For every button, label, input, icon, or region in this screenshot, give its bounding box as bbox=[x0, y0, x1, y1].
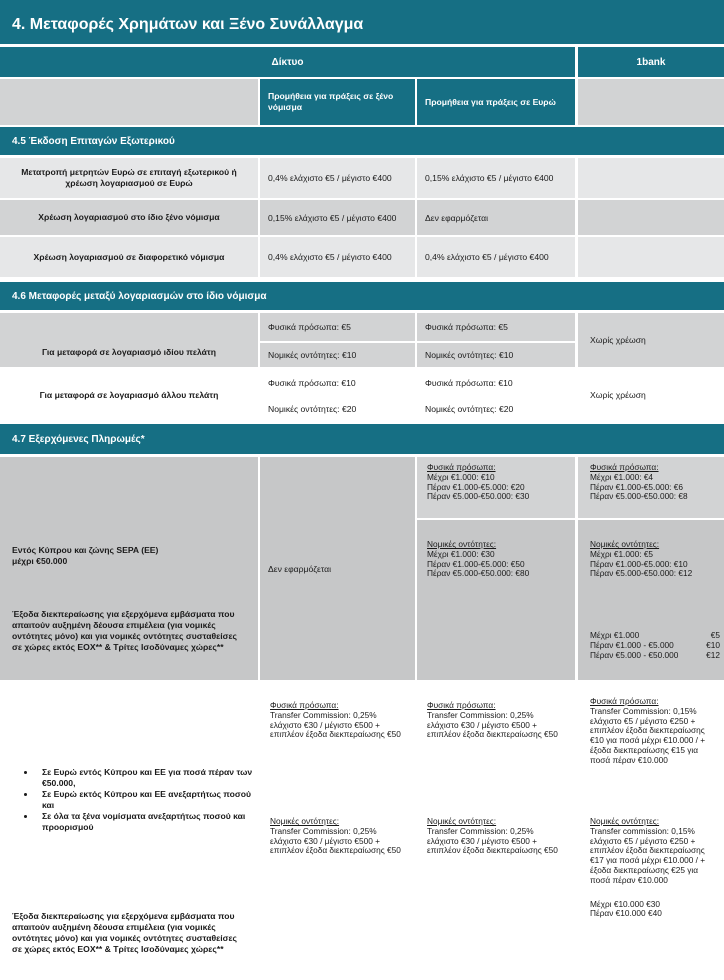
header-empty-cell bbox=[0, 79, 258, 125]
s47a-bank-extra-row1: Μέχρι €1.000 €5 bbox=[590, 630, 720, 641]
s47a-euro-legal-head: Νομικές οντότητες: bbox=[427, 539, 497, 549]
header-empty-cell-bank bbox=[578, 79, 724, 125]
s47b-label2: Έξοδα διεκπεραίωσης για εξερχόμενα εμβάσματα που απαιτούν αυξημένη δέουσα επιμέλεια (για νομικές οντότητες μόνο) και για νομικές οντότητες συσταθείσες σε χώρες εκτός ΕΟΧ** & Τρίτες Ισοδύναμες χώρες** bbox=[12, 911, 238, 954]
s47a-bank-legal-line1: Μέχρι €1.000: €5 bbox=[590, 548, 654, 559]
s45-row1-euro: 0,15% ελάχιστο €5 / μέγιστο €400 bbox=[417, 158, 575, 198]
s47b-foreign-person-head: Φυσικά πρόσωπα: bbox=[270, 700, 339, 710]
s47a-bank-person-line2: Πέραν €1.000-€5.000: €6 bbox=[590, 481, 684, 492]
s47a-bank-legal-line3: Πέραν €5.000-€50.000: €12 bbox=[590, 568, 693, 579]
s46-row1-euro-legal: Νομικές οντότητες: €10 bbox=[417, 343, 575, 367]
s47b-foreign-person bbox=[260, 683, 415, 803]
s47b-foreign-legal-text: Transfer Commission: 0,25% ελάχιστο €30 / μέγιστο €500 + επιπλέον έξοδα διεκπεραίωσης €50 bbox=[270, 825, 401, 856]
s47b-euro-legal-head: Νομικές οντότητες: bbox=[427, 816, 497, 826]
s45-row2-label: Χρέωση λογαριασμού στο ίδιο ξένο νόμισμα bbox=[0, 200, 258, 235]
s46-row2-bank: Χωρίς χρέωση bbox=[578, 370, 724, 420]
section-4-6-title: 4.6 Μεταφορές μεταξύ λογαριασμών στο ίδιο νόμισμα bbox=[0, 282, 724, 310]
page-title-text: 4. Μεταφορές Χρημάτων και Ξένο Συνάλλαγμα bbox=[12, 16, 364, 33]
s47b-euro-legal bbox=[417, 805, 575, 980]
s45-row1-foreign: 0,4% ελάχιστο €5 / μέγιστο €400 bbox=[260, 158, 415, 198]
s47a-bank-legal-line2: Πέραν €1.000-€5.000: €10 bbox=[590, 558, 688, 569]
s45-row1-bank bbox=[578, 158, 724, 198]
s47b-foreign-legal-head: Νομικές οντότητες: bbox=[270, 816, 340, 826]
s45-row2-bank bbox=[578, 200, 724, 235]
s46-row2-foreign-person: Φυσικά πρόσωπα: €10 bbox=[260, 370, 415, 395]
s45-row3-bank bbox=[578, 237, 724, 277]
s47b-bullet-1: • Σε Ευρώ εντός Κύπρου και ΕΕ για ποσά πέραν των €50.000, bbox=[36, 767, 256, 789]
s47a-bank-person-head: Φυσικά πρόσωπα: bbox=[590, 462, 659, 472]
s46-row2-euro-person: Φυσικά πρόσωπα: €10 bbox=[417, 370, 575, 395]
section-4-5-title: 4.5 Έκδοση Επιταγών Εξωτερικού bbox=[0, 127, 724, 155]
s47b-bullet-3: • Σε όλα τα ξένα νομίσματα ανεξαρτήτως ποσού και προορισμού bbox=[36, 811, 256, 833]
s47b-bank-legal-text: Transfer commission: 0,15% ελάχιστο €5 / μέγιστο €250 + επιπλέον έξοδα διεκπεραίωσης €17 για ποσά μέχρι €10.000 / + έξοδα διεκπεραίωσης €25 για ποσά πέραν €10.000 bbox=[590, 825, 706, 885]
s47b-bank-person-head: Φυσικά πρόσωπα: bbox=[590, 696, 659, 706]
s47b-bank-legal-head: Νομικές οντότητες: bbox=[590, 816, 660, 826]
s47a-euro-legal-line3: Πέραν €5.000-€50.000: €80 bbox=[427, 568, 530, 579]
s46-row1-foreign-person: Φυσικά πρόσωπα: €5 bbox=[260, 313, 415, 341]
s47a-euro-legal-line1: Μέχρι €1.000: €30 bbox=[427, 548, 495, 559]
s45-row2-euro: Δεν εφαρμόζεται bbox=[417, 200, 575, 235]
s45-row2-foreign: 0,15% ελάχιστο €5 / μέγιστο €400 bbox=[260, 200, 415, 235]
s47b-bank-extra-row2: Πέραν €10.000 €40 bbox=[590, 908, 662, 919]
s46-row2-euro-legal: Νομικές οντότητες: €20 bbox=[417, 397, 575, 420]
s47a-bank-legal bbox=[578, 520, 724, 680]
s47b-label-cell bbox=[0, 683, 258, 980]
s47a-euro-legal bbox=[417, 520, 575, 680]
onebank-header: 1bank bbox=[578, 47, 724, 77]
s45-row3-label: Χρέωση λογαριασμού σε διαφορετικό νόμισμα bbox=[0, 237, 258, 277]
s47a-euro-legal-line2: Πέραν €1.000-€5.000: €50 bbox=[427, 558, 525, 569]
s46-row1-euro-person: Φυσικά πρόσωπα: €5 bbox=[417, 313, 575, 341]
s47b-bank-extra-row1: Μέχρι €10.000 €30 bbox=[590, 898, 660, 909]
s47a-bank-extra-row2: Πέραν €1.000 - €5.000 €10 bbox=[590, 639, 720, 650]
s46-row1-label: Για μεταφορά σε λογαριασμό ιδίου πελάτη bbox=[0, 313, 258, 367]
s47a-euro-person-line1: Μέχρι €1.000: €10 bbox=[427, 471, 495, 482]
s47a-euro-person-head: Φυσικά πρόσωπα: bbox=[427, 462, 496, 472]
s47b-bullet-list bbox=[10, 767, 256, 833]
s46-row2-foreign-legal: Νομικές οντότητες: €20 bbox=[260, 397, 415, 420]
s47a-euro-person-line2: Πέραν €1.000-€5.000: €20 bbox=[427, 481, 525, 492]
s47a-euro-person-line3: Πέραν €5.000-€50.000: €30 bbox=[427, 491, 530, 502]
s47a-label-cell bbox=[0, 457, 258, 680]
s47a-foreign: Δεν εφαρμόζεται bbox=[260, 457, 415, 680]
s47a-bank-extra-row3: Πέραν €5.000 - €50.000 €12 bbox=[590, 649, 720, 660]
s47a-bank-legal-head: Νομικές οντότητες: bbox=[590, 539, 660, 549]
s47a-label2: Έξοδα διεκπεραίωσης για εξερχόμενα εμβάσματα που απαιτούν αυξημένη δέουσα επιμέλεια (για νομικές οντότητες μόνο) και για νομικές οντότητες συσταθείσες σε χώρες εκτός ΕΟΧ** & Τρίτες Ισοδύναμες χώρες** bbox=[12, 609, 238, 652]
s45-row1-label: Μετατροπή μετρητών Ευρώ σε επιταγή εξωτερικού ή χρέωση λογαριασμού σε Ευρώ bbox=[0, 158, 258, 198]
s47b-bank-legal bbox=[578, 805, 724, 980]
s47a-bank-person-line1: Μέχρι €1.000: €4 bbox=[590, 471, 654, 482]
s47b-euro-person-text: Transfer Commission: 0,25% ελάχιστο €30 / μέγιστο €500 + επιπλέον έξοδα διεκπεραίωσης €50 bbox=[427, 709, 558, 740]
s46-row1-bank: Χωρίς χρέωση bbox=[578, 313, 724, 367]
s47b-euro-legal-text: Transfer Commission: 0,25% ελάχιστο €30 / μέγιστο €500 + επιπλέον έξοδα διεκπεραίωσης €50 bbox=[427, 825, 558, 856]
s47b-euro-person bbox=[417, 683, 575, 803]
s47b-euro-person-head: Φυσικά πρόσωπα: bbox=[427, 700, 496, 710]
s47b-bank-person bbox=[578, 683, 724, 803]
s46-row1-foreign-legal: Νομικές οντότητες: €10 bbox=[260, 343, 415, 367]
s47b-bullet-2: • Σε Ευρώ εκτός Κύπρου και ΕΕ ανεξαρτήτως ποσού και bbox=[36, 789, 256, 811]
col-euro-header: Προμήθεια για πράξεις σε Ευρώ bbox=[417, 79, 575, 125]
s46-row2-label: Για μεταφορά σε λογαριασμό άλλου πελάτη bbox=[0, 370, 258, 420]
s45-row3-foreign: 0,4% ελάχιστο €5 / μέγιστο €400 bbox=[260, 237, 415, 277]
s45-row3-euro: 0,4% ελάχιστο €5 / μέγιστο €400 bbox=[417, 237, 575, 277]
s47a-label1: Εντός Κύπρου και ζώνης SEPA (ΕΕ) μέχρι €50.000 bbox=[12, 545, 159, 566]
s47a-euro-person bbox=[417, 457, 575, 518]
s47a-bank-person bbox=[578, 457, 724, 518]
col-foreign-header: Προμήθεια για πράξεις σε ξένο νόμισμα bbox=[260, 79, 415, 125]
section-4-7-title: 4.7 Εξερχόμενες Πληρωμές* bbox=[0, 424, 724, 454]
s47b-foreign-person-text: Transfer Commission: 0,25% ελάχιστο €30 / μέγιστο €500 + επιπλέον έξοδα διεκπεραίωσης €50 bbox=[270, 709, 401, 740]
network-header: Δίκτυο bbox=[0, 47, 575, 77]
s47a-bank-person-line3: Πέραν €5.000-€50.000: €8 bbox=[590, 491, 688, 502]
s47b-foreign-legal bbox=[260, 805, 415, 980]
s47b-bank-person-text: Transfer Commission: 0,15% ελάχιστο €5 / μέγιστο €250 + επιπλέον έξοδα διεκπεραίωσης €10 για ποσά μέχρι €10.000 / + έξοδα διεκπεραίωσης €15 για ποσά πέραν €10.000 bbox=[590, 705, 706, 765]
